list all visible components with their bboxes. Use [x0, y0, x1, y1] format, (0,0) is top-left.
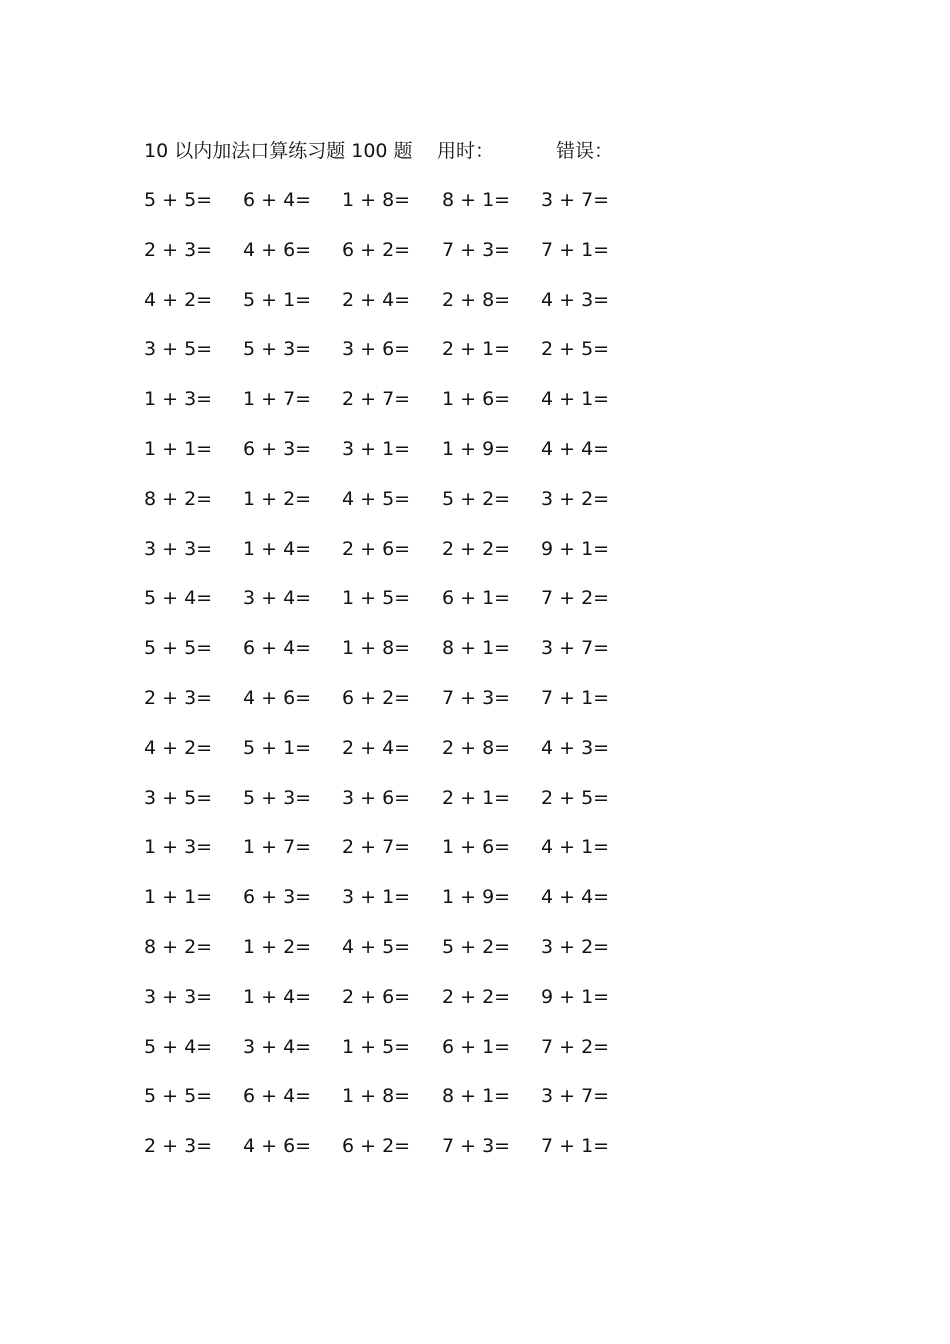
addition-problem: 6 + 2=: [342, 686, 411, 709]
addition-problem: 3 + 4=: [243, 1035, 312, 1058]
problem-row: [144, 932, 644, 982]
addition-problem: 4 + 6=: [243, 238, 312, 261]
problem-row: [144, 583, 644, 633]
addition-problem: 4 + 5=: [342, 935, 411, 958]
problem-row: [144, 384, 644, 434]
problem-row: [144, 484, 644, 534]
addition-problem: 3 + 5=: [144, 338, 213, 361]
addition-problem: 3 + 7=: [541, 1085, 610, 1108]
addition-problem: 4 + 4=: [541, 437, 610, 460]
problem-row: [144, 733, 644, 783]
addition-problem: 5 + 2=: [442, 487, 511, 510]
addition-problem: 6 + 1=: [442, 1035, 511, 1058]
addition-problem: 7 + 3=: [442, 686, 511, 709]
addition-problem: 8 + 1=: [442, 189, 511, 211]
addition-problem: 7 + 3=: [442, 1135, 511, 1158]
problem-row: [144, 633, 644, 683]
problem-row: [144, 783, 644, 833]
addition-problem: 4 + 2=: [144, 288, 213, 311]
problem-row: [144, 334, 644, 384]
addition-problem: 3 + 1=: [342, 886, 411, 909]
problem-grid: [144, 185, 644, 1181]
problem-row: [144, 285, 644, 335]
addition-problem: 3 + 2=: [541, 487, 610, 510]
addition-problem: 2 + 6=: [342, 985, 411, 1008]
addition-problem: 2 + 5=: [541, 786, 610, 809]
addition-problem: 3 + 4=: [243, 587, 312, 610]
addition-problem: 2 + 6=: [342, 537, 411, 560]
addition-problem: 1 + 8=: [342, 1085, 411, 1108]
addition-problem: 7 + 1=: [541, 686, 610, 709]
addition-problem: 1 + 1=: [144, 437, 213, 460]
addition-problem: 5 + 4=: [144, 1035, 213, 1058]
addition-problem: 5 + 5=: [144, 1085, 213, 1108]
addition-problem: 2 + 4=: [342, 288, 411, 311]
addition-problem: 6 + 2=: [342, 1135, 411, 1158]
addition-problem: 8 + 2=: [144, 935, 213, 958]
addition-problem: 4 + 3=: [541, 736, 610, 759]
addition-problem: 3 + 2=: [541, 935, 610, 958]
addition-problem: 1 + 4=: [243, 537, 312, 560]
addition-problem: 5 + 1=: [243, 736, 312, 759]
addition-problem: 1 + 6=: [442, 388, 511, 411]
problem-row: [144, 882, 644, 932]
addition-problem: 4 + 3=: [541, 288, 610, 311]
addition-problem: 2 + 7=: [342, 388, 411, 411]
addition-problem: 3 + 5=: [144, 786, 213, 809]
addition-problem: 2 + 1=: [442, 786, 511, 809]
addition-problem: 2 + 5=: [541, 338, 610, 361]
addition-problem: 7 + 2=: [541, 1035, 610, 1058]
addition-problem: 1 + 9=: [442, 886, 511, 909]
addition-problem: 5 + 5=: [144, 189, 213, 211]
addition-problem: 2 + 3=: [144, 1135, 213, 1158]
addition-problem: 1 + 8=: [342, 637, 411, 660]
addition-problem: 1 + 2=: [243, 935, 312, 958]
time-used-label: 用时：: [437, 140, 495, 162]
addition-problem: 1 + 5=: [342, 587, 411, 610]
addition-problem: 1 + 4=: [243, 985, 312, 1008]
problem-row: [144, 832, 644, 882]
addition-problem: 2 + 2=: [442, 537, 511, 560]
problem-row: [144, 1131, 644, 1181]
addition-problem: 1 + 7=: [243, 388, 312, 411]
addition-problem: 3 + 3=: [144, 985, 213, 1008]
addition-problem: 5 + 3=: [243, 786, 312, 809]
addition-problem: 2 + 3=: [144, 238, 213, 261]
error-count-label: 错误：: [556, 140, 614, 162]
addition-problem: 2 + 2=: [442, 985, 511, 1008]
problem-row: [144, 235, 644, 285]
addition-problem: 4 + 5=: [342, 487, 411, 510]
addition-problem: 1 + 3=: [144, 388, 213, 411]
addition-problem: 9 + 1=: [541, 985, 610, 1008]
addition-problem: 8 + 1=: [442, 1085, 511, 1108]
addition-problem: 6 + 2=: [342, 238, 411, 261]
addition-problem: 3 + 1=: [342, 437, 411, 460]
addition-problem: 4 + 6=: [243, 1135, 312, 1158]
addition-problem: 2 + 8=: [442, 736, 511, 759]
addition-problem: 4 + 2=: [144, 736, 213, 759]
problem-row: [144, 982, 644, 1032]
problem-row: [144, 534, 644, 584]
addition-problem: 1 + 9=: [442, 437, 511, 460]
problem-row: [144, 1081, 644, 1131]
addition-problem: 5 + 4=: [144, 587, 213, 610]
addition-problem: 6 + 4=: [243, 1085, 312, 1108]
addition-problem: 1 + 3=: [144, 836, 213, 859]
addition-problem: 4 + 1=: [541, 388, 610, 411]
addition-problem: 5 + 1=: [243, 288, 312, 311]
addition-problem: 7 + 1=: [541, 238, 610, 261]
addition-problem: 7 + 3=: [442, 238, 511, 261]
addition-problem: 3 + 6=: [342, 338, 411, 361]
addition-problem: 5 + 2=: [442, 935, 511, 958]
addition-problem: 1 + 2=: [243, 487, 312, 510]
addition-problem: 7 + 1=: [541, 1135, 610, 1158]
addition-problem: 3 + 7=: [541, 637, 610, 660]
addition-problem: 2 + 1=: [442, 338, 511, 361]
addition-problem: 3 + 6=: [342, 786, 411, 809]
addition-problem: 1 + 8=: [342, 189, 411, 211]
addition-problem: 3 + 3=: [144, 537, 213, 560]
worksheet-title: 10 以内加法口算练习题 100 题: [144, 140, 413, 162]
addition-problem: 4 + 6=: [243, 686, 312, 709]
addition-problem: 1 + 5=: [342, 1035, 411, 1058]
problem-row: [144, 1032, 644, 1082]
problem-row: [144, 185, 644, 235]
addition-problem: 6 + 3=: [243, 886, 312, 909]
addition-problem: 1 + 1=: [144, 886, 213, 909]
problem-row: [144, 434, 644, 484]
addition-problem: 7 + 2=: [541, 587, 610, 610]
addition-problem: 6 + 3=: [243, 437, 312, 460]
problem-row: [144, 683, 644, 733]
addition-problem: 4 + 1=: [541, 836, 610, 859]
addition-problem: 3 + 7=: [541, 189, 610, 211]
addition-problem: 9 + 1=: [541, 537, 610, 560]
addition-problem: 6 + 4=: [243, 637, 312, 660]
addition-problem: 1 + 6=: [442, 836, 511, 859]
addition-problem: 2 + 8=: [442, 288, 511, 311]
addition-problem: 2 + 4=: [342, 736, 411, 759]
addition-problem: 8 + 2=: [144, 487, 213, 510]
addition-problem: 5 + 3=: [243, 338, 312, 361]
addition-problem: 8 + 1=: [442, 637, 511, 660]
addition-problem: 6 + 4=: [243, 189, 312, 211]
addition-problem: 5 + 5=: [144, 637, 213, 660]
addition-problem: 2 + 3=: [144, 686, 213, 709]
addition-problem: 4 + 4=: [541, 886, 610, 909]
addition-problem: 2 + 7=: [342, 836, 411, 859]
addition-problem: 6 + 1=: [442, 587, 511, 610]
addition-problem: 1 + 7=: [243, 836, 312, 859]
